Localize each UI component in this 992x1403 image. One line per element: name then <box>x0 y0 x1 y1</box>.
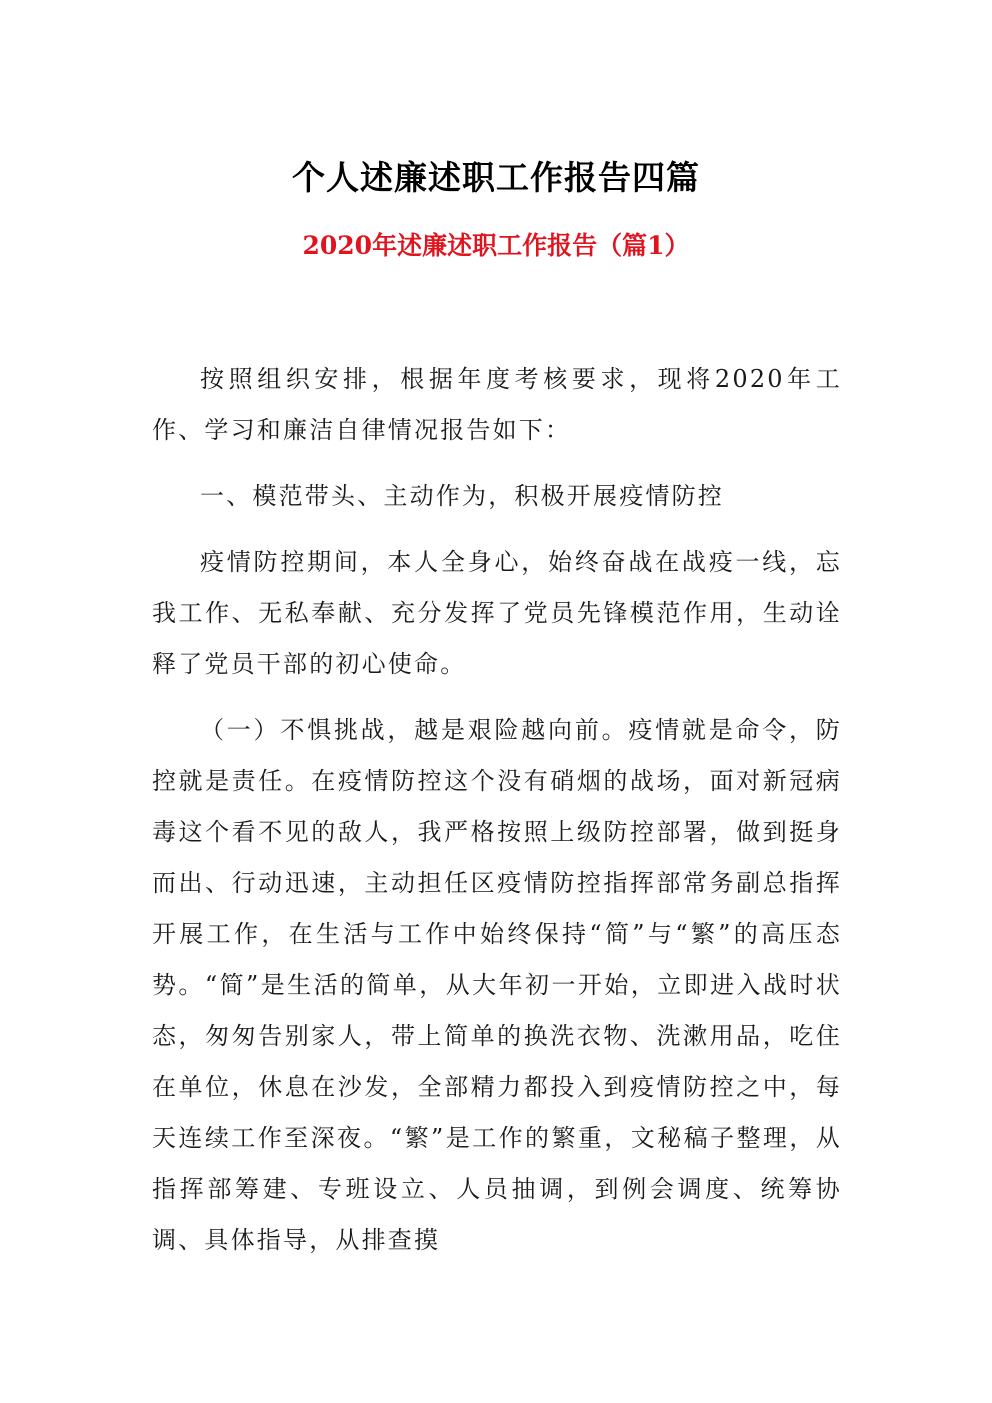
document-subtitle: 2020年述廉述职工作报告（篇1） <box>302 231 690 260</box>
section-heading-1: 一、模范带头、主动作为，积极开展疫情防控 <box>200 482 724 510</box>
document-title: 个人述廉述职工作报告四篇 <box>292 158 700 197</box>
paragraph-epidemic: 疫情防控期间，本人全身心，始终奋战在战疫一线，忘我工作、无私奉献、充分发挥了党员先锋模范作用，生动诠释了党员干部的初心使命。 <box>152 548 842 678</box>
paragraph-intro: 按照组织安排，根据年度考核要求，现将2020年工作、学习和廉洁自律情况报告如下： <box>152 365 842 444</box>
paragraph-subsection-1: （一）不惧挑战，越是艰险越向前。疫情就是命令，防控就是责任。在疫情防控这个没有硝烟的战场，面对新冠病毒这个看不见的敌人，我严格按照上级防控部署，做到挺身而出、行动迅速，主动担任区疫情防控指挥部常务副总指挥开展工作，在生活与工作中始终保持“简”与“繁”的高压态势。“简”是生活的简单，从大年初一开始，立即进入战时状态，匆匆告别家人，带上简单的换洗衣物、洗漱用品，吃住在单位，休息在沙发，全部精力都投入到疫情防控之中，每天连续工作至深夜。“繁”是工作的繁重，文秘稿子整理，从指挥部筹建、专班设立、人员抽调，到例会调度、统筹协调、具体指导，从排查摸 <box>152 716 842 1254</box>
document-body <box>152 354 842 1281</box>
